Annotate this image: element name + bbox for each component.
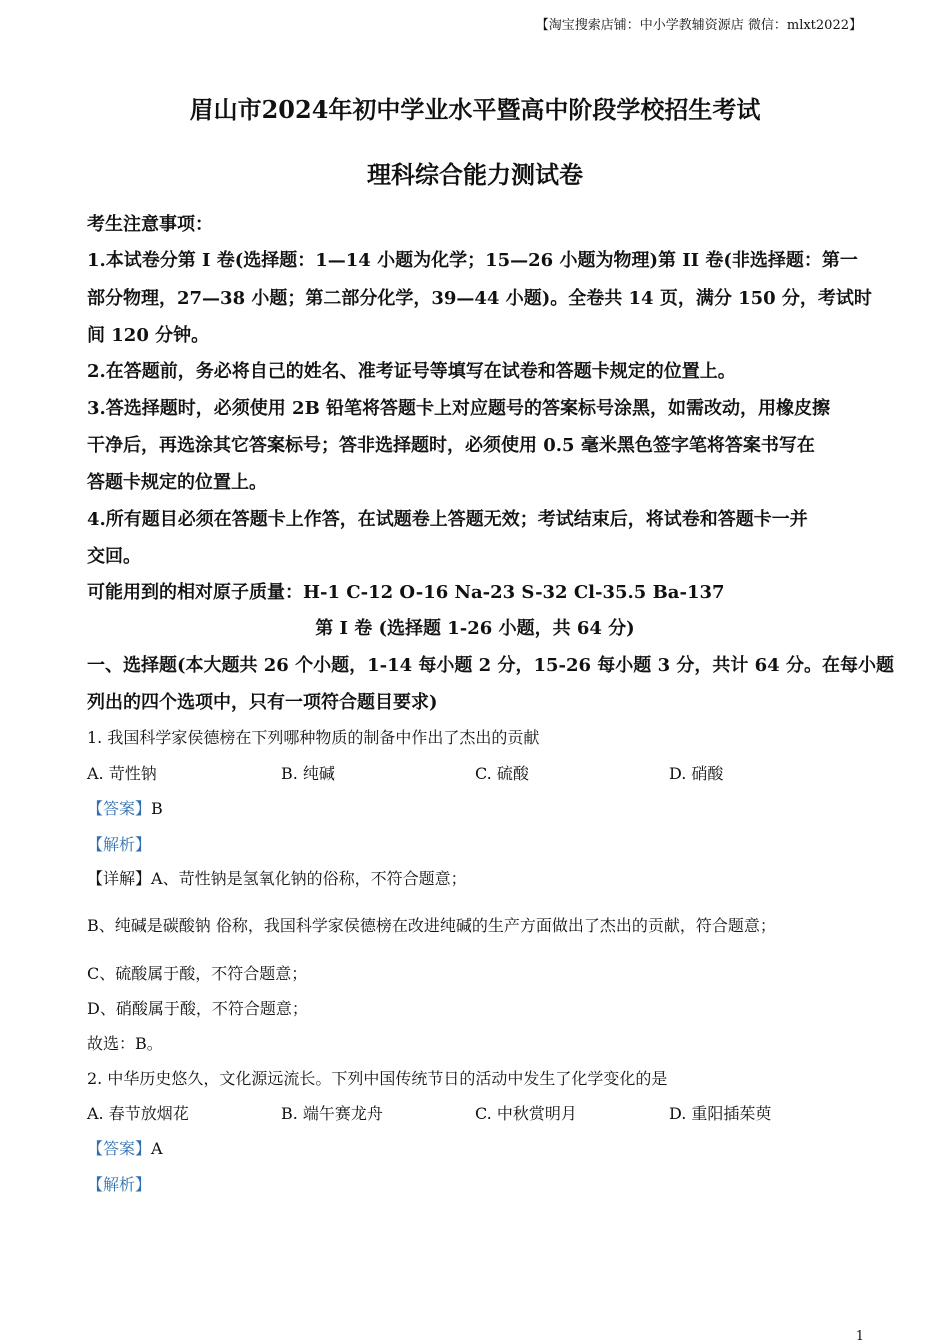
question-1-analysis-label: 【解析】 [87,835,152,854]
notice-line: 干净后，再选涂其它答案标号；答非选择题时，必须使用 0.5 毫米黑色签字笔将答案书写在 [87,435,815,456]
question-2-analysis-label: 【解析】 [87,1175,152,1194]
question-1-option-b: B. 纯碱 [281,764,335,783]
section-heading: 一、选择题(本大题共 26 个小题，1-14 每小题 2 分，15-26 每小题 3 分，共计 64 分。在每小题 [87,655,894,676]
question-2-option-d: D. 重阳插茱萸 [669,1104,772,1123]
exam-subtitle: 理科综合能力测试卷 [367,160,583,189]
atomic-masses: 可能用到的相对原子质量：H-1 C-12 O-16 Na-23 S-32 Cl-35.5 Ba-137 [87,582,725,603]
answer-value: B [151,799,163,818]
question-2-answer [87,1136,163,1159]
notice-line: 4.所有题目必须在答题卡上作答，在试题卷上答题无效；考试结束后，将试卷和答题卡一并 [87,509,808,530]
notice-line: 答题卡规定的位置上。 [87,472,267,493]
question-1-option-c: C. 硫酸 [475,764,529,783]
question-2-option-b: B. 端午赛龙舟 [281,1104,383,1123]
question-1-stem: 1. 我国科学家侯德榜在下列哪种物质的制备中作出了杰出的贡献 [87,728,540,747]
question-1-conclusion: 故选：B。 [87,1034,163,1053]
question-2-option-a: A. 春节放烟花 [87,1104,189,1123]
notice-heading: 考生注意事项： [87,214,213,235]
question-1-answer [87,796,163,819]
answer-label: 【答案】 [87,1139,152,1158]
page-number: 1 [855,1329,864,1344]
notice-line: 1.本试卷分第 I 卷(选择题：1—14 小题为化学；15—26 小题为物理)第 II 卷(非选择题：第一 [87,250,858,271]
question-1-detail-line: B、纯碱是碳酸钠 俗称，我国科学家侯德榜在改进纯碱的生产方面做出了杰出的贡献，符合题意； [87,916,776,935]
exam-title: 眉山市2024年初中学业水平暨高中阶段学校招生考试 [189,95,761,124]
notice-line: 2.在答题前，务必将自己的姓名、准考证号等填写在试卷和答题卡规定的位置上。 [87,361,736,382]
notice-line: 部分物理，27—38 小题；第二部分化学，39—44 小题)。全卷共 14 页，满分 150 分，考试时 [87,288,872,309]
part-title: 第 I 卷 (选择题 1-26 小题，共 64 分) [315,618,635,639]
question-2-option-c: C. 中秋赏明月 [475,1104,577,1123]
answer-value: A [151,1139,163,1158]
notice-line: 间 120 分钟。 [87,325,210,346]
question-1-option-d: D. 硝酸 [669,764,724,783]
question-2-stem: 2. 中华历史悠久，文化源远流长。下列中国传统节日的活动中发生了化学变化的是 [87,1069,668,1088]
notice-line: 3.答选择题时，必须使用 2B 铅笔将答题卡上对应题号的答案标号涂黑，如需改动，用橡皮擦 [87,398,831,419]
question-1-detail-line: D、硝酸属于酸，不符合题意； [87,999,308,1018]
notice-line: 交回。 [87,546,141,567]
question-1-detail [87,866,467,889]
question-1-detail-line: C、硫酸属于酸，不符合题意； [87,964,308,983]
answer-label: 【答案】 [87,799,152,818]
detail-label: 【详解】 [87,869,152,888]
header-note: 【淘宝搜索店铺：中小学教辅资源店 微信：mlxt2022】 [535,18,862,33]
detail-line: A、苛性钠是氢氧化钠的俗称，不符合题意； [151,869,467,888]
question-1-option-a: A. 苛性钠 [87,764,157,783]
section-heading: 列出的四个选项中，只有一项符合题目要求) [87,692,438,713]
